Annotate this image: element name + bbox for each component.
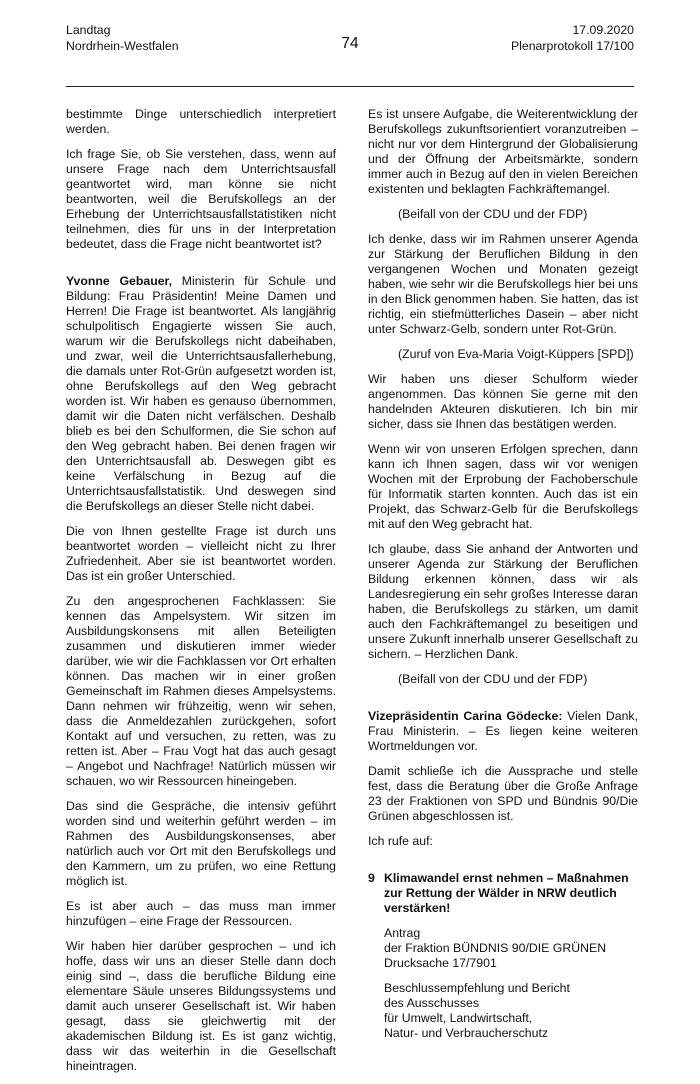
agenda-item	[368, 871, 638, 916]
header-state: Nordrhein-Westfalen	[66, 39, 179, 53]
speaker-text: Ministerin für Schule und Bildung: Frau Präsidentin! Meine Damen und Herren! Die Frage ist beantwortet. Als langjährig schulpolitisch Engagierte wissen Sie auch, warum wir die Berufskollegs nicht dabeihaben, und zwar, weil die Unterrichtsausfallerhebung, die damals unter Rot-Grün aufgesetzt worden ist, ohne Berufskollegs auf den Weg gebracht worden ist. Wir haben es genauso übernommen, damit wir die Daten nicht verfälschen. Deshalb blieb es bei den Schulformen, die Sie schon auf den Weg gebracht haben. Bei denen fragen wir den Unterrichtsausfall ab. Deswegen gibt es keine Verfälschung in Bezug auf die Unterrichtsausfallstatistik. Und deswegen sind die Berufskollegs an dieser Stelle nicht dabei.	[66, 274, 337, 513]
header-right	[511, 22, 634, 54]
paragraph: Wir haben uns dieser Schulform wieder angenommen. Das können Sie gerne mit den handelnden Akteuren diskutieren. Ich bin mir sicher, dass sie Ihnen das bestätigen werden.	[368, 372, 638, 431]
report-block	[368, 981, 638, 1041]
interjection-note: (Zuruf von Eva-Maria Voigt-Küppers [SPD])	[398, 347, 634, 361]
right-column	[368, 107, 638, 1051]
agenda-title: Klimawandel ernst nehmen – Maßnahmen zur Rettung der Wälder in NRW deutlich verstärken!	[384, 871, 629, 915]
left-column	[66, 107, 336, 1084]
header-parliament: Landtag	[66, 23, 111, 37]
report-line: Natur- und Verbraucherschutz	[384, 1026, 549, 1040]
report-line: für Umwelt, Landwirtschaft,	[384, 1011, 533, 1025]
applause-note: (Beifall von der CDU und der FDP)	[398, 672, 588, 686]
paragraph: Ich glaube, dass Sie anhand der Antworten und unserer Agenda zur Stärkung der Beruflichen Bildung erkennen können, dass wir als Landesregierung ein sehr großes Interesse daran haben, die Berufskollegs zu stärken, um damit auch den Fachkräftemangel zu beseitigen und unsere Zukunft innerhalb unserer Gesellschaft zu sichern. – Herzlichen Dank.	[368, 542, 639, 661]
agenda-number: 9	[368, 871, 375, 885]
header-rule	[66, 86, 634, 87]
applause-note: (Beifall von der CDU und der FDP)	[398, 207, 588, 221]
speaker-paragraph	[368, 709, 638, 754]
page-number: 74	[341, 35, 359, 52]
speaker-text: Vielen Dank, Frau Ministerin. – Es liegen keine weiteren Wortmeldungen vor.	[368, 709, 638, 753]
paragraph: Es ist aber auch – das muss man immer hinzufügen – eine Frage der Ressourcen.	[66, 899, 336, 928]
header-protocol: Plenarprotokoll 17/100	[510, 39, 634, 53]
header-date: 17.09.2020	[572, 23, 634, 37]
report-line: Beschlussempfehlung und Bericht	[384, 981, 570, 995]
speaker-name: Vizepräsidentin Carina Gödecke:	[368, 709, 563, 723]
paragraph: Wir haben hier darüber gesprochen – und ich hoffe, dass wir uns an dieser Stelle dann doch einig sind –, dass die berufliche Bildung eine elementare Säule unseres Bildungssystems und damit auch unserer Gesellschaft ist. Wir haben gesagt, dass sie gleichwertig mit der akademischen Bildung ist. Es ist ganz wichtig, dass wir das weiterhin in die Gesellschaft hineintragen.	[66, 939, 336, 1073]
motion-document: Drucksache 17/7901	[384, 956, 497, 970]
speaker-paragraph	[66, 274, 336, 514]
paragraph: Es ist unsere Aufgabe, die Weiterentwicklung der Berufskollegs zukunftsorientiert voranzutreiben – nicht nur vor dem Hintergrund der Globalisierung und der Öffnung der Arbeitsmärkte, sondern immer auch in Bezug auf den in vielen Bereichen existenten und beklagten Fachkräftemangel.	[368, 107, 638, 196]
paragraph: Ich denke, dass wir im Rahmen unserer Agenda zur Stärkung der Beruflichen Bildung in den vergangenen Wochen und Monaten gezeigt haben, wie sehr wir die Berufskollegs hier bei uns in den Blick genommen haben. Sie hatten, das ist richtig, ein stiefmütterliches Dasein – aber nicht unter Schwarz-Gelb, sondern unter Rot-Grün.	[368, 232, 639, 336]
paragraph: Das sind die Gespräche, die intensiv geführt worden sind und weiterhin geführt werden – im Rahmen des Ausbildungskonsenses, aber natürlich auch vor Ort mit den Berufskollegs und den Kammern, um zu prüfen, wo eine Rettung möglich ist.	[66, 799, 336, 888]
paragraph: Damit schließe ich die Aussprache und stelle fest, dass die Beratung über die Große Anfrage 23 der Fraktionen von SPD und Bündnis 90/Die Grünen abgeschlossen ist.	[368, 764, 638, 823]
paragraph: Wenn wir von unseren Erfolgen sprechen, dann kann ich Ihnen sagen, dass wir vor wenigen Wochen mit der Erprobung der Fachoberschule für Informatik starten konnten. Auch das ist ein Projekt, das Schwarz-Gelb für die Berufskollegs mit auf den Weg gebracht hat.	[368, 442, 638, 531]
report-line: des Ausschusses	[384, 996, 480, 1010]
paragraph: Ich rufe auf:	[368, 834, 433, 848]
paragraph: Ich frage Sie, ob Sie verstehen, dass, wenn auf unsere Frage nach dem Unterrichtsausfall geantwortet wird, man könne sie nicht beantworten, weil die Berufskollegs an der Erhebung der Unterrichtsausfallstatistiken nicht teilnehmen, dies für uns in der Interpretation bedeutet, dass die Frage nicht beantwortet ist?	[66, 147, 336, 251]
motion-type: Antrag	[384, 926, 421, 940]
paragraph: bestimmte Dinge unterschiedlich interpretiert werden.	[66, 107, 336, 136]
motion-block	[368, 926, 638, 971]
speaker-name: Yvonne Gebauer,	[66, 274, 173, 288]
motion-fraction: der Fraktion BÜNDNIS 90/DIE GRÜNEN	[384, 941, 607, 955]
paragraph: Die von Ihnen gestellte Frage ist durch uns beantwortet worden – vielleicht nicht zu Ihrer Zufriedenheit. Aber sie ist beantwortet worden. Das ist ein großer Unterschied.	[66, 524, 336, 583]
paragraph: Zu den angesprochenen Fachklassen: Sie kennen das Ampelsystem. Wir sitzen im Ausbildungskonsens mit allen Beteiligten zusammen und diskutieren immer wieder darüber, wie wir die Fachklassen vor Ort erhalten können. Das machen wir in einer großen Gemeinschaft im Rahmen dieses Ampelsystems. Dann nehmen wir frühzeitig, wenn wir sehen, dass die Anmeldezahlen zurückgehen, sofort Kontakt auf und versuchen, zu retten, was zu retten ist. Aber – Frau Vogt hat das auch gesagt – Angebot und Nachfrage! Natürlich müssen wir schauen, wo wir Ressourcen hineingeben.	[66, 594, 336, 788]
